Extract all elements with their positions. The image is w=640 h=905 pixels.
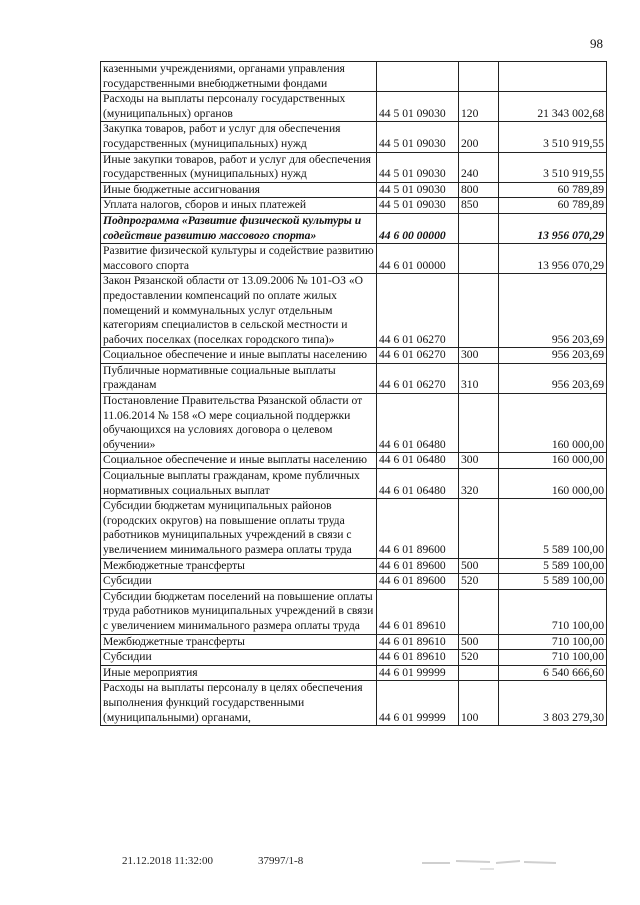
row-amount: 710 100,00	[499, 634, 607, 650]
row-code: 44 6 01 99999	[377, 665, 459, 681]
row-code: 44 5 01 09030	[377, 152, 459, 182]
table-row	[101, 453, 607, 469]
row-code: 44 6 01 06270	[377, 274, 459, 348]
table-row	[101, 122, 607, 152]
page-number: 98	[590, 36, 603, 51]
row-name: Расходы на выплаты персоналу государственных (муниципальных) органов	[101, 92, 377, 122]
row-name: Субсидии бюджетам муниципальных районов (городских округов) на повышение оплаты труда работников муниципальных учреждений в связи с увеличением минимального размера оплаты труда	[101, 499, 377, 558]
row-code: 44 6 00 00000	[377, 213, 459, 243]
row-expense-type: 200	[459, 122, 499, 152]
row-expense-type	[459, 213, 499, 243]
row-expense-type: 100	[459, 681, 499, 726]
row-expense-type: 310	[459, 363, 499, 393]
row-amount: 160 000,00	[499, 453, 607, 469]
row-expense-type: 850	[459, 198, 499, 214]
row-expense-type	[459, 499, 499, 558]
row-code: 44 6 01 89600	[377, 499, 459, 558]
row-name: Расходы на выплаты персоналу в целях обеспечения выполнения функций государственными (муниципальными) органами,	[101, 681, 377, 726]
footer-doc-number: 37997/1-8	[258, 855, 304, 867]
row-amount: 160 000,00	[499, 469, 607, 499]
row-name: Субсидии бюджетам поселений на повышение оплаты труда работников муниципальных учреждений в связи с увеличением минимального размера оплаты труда	[101, 589, 377, 634]
table-row	[101, 665, 607, 681]
row-code: 44 5 01 09030	[377, 182, 459, 198]
watermark-scribble-icon	[420, 853, 560, 875]
row-expense-type: 320	[459, 469, 499, 499]
row-expense-type	[459, 589, 499, 634]
row-code: 44 6 01 06270	[377, 348, 459, 364]
row-expense-type	[459, 244, 499, 274]
row-amount: 956 203,69	[499, 274, 607, 348]
row-code: 44 6 01 06480	[377, 453, 459, 469]
row-name: Субсидии	[101, 650, 377, 666]
row-name: Межбюджетные трансферты	[101, 634, 377, 650]
table-row	[101, 244, 607, 274]
row-amount: 3 510 919,55	[499, 152, 607, 182]
row-amount	[499, 62, 607, 92]
table-row	[101, 182, 607, 198]
table-row	[101, 574, 607, 590]
row-name: Уплата налогов, сборов и иных платежей	[101, 198, 377, 214]
row-code: 44 5 01 09030	[377, 92, 459, 122]
row-expense-type: 120	[459, 92, 499, 122]
table-row	[101, 681, 607, 726]
row-expense-type: 520	[459, 574, 499, 590]
row-expense-type: 300	[459, 453, 499, 469]
row-expense-type: 800	[459, 182, 499, 198]
row-amount: 60 789,89	[499, 198, 607, 214]
row-expense-type	[459, 394, 499, 453]
row-name: Социальное обеспечение и иные выплаты населению	[101, 348, 377, 364]
table-row	[101, 198, 607, 214]
budget-table	[100, 61, 607, 726]
row-code: 44 5 01 09030	[377, 198, 459, 214]
row-amount: 5 589 100,00	[499, 499, 607, 558]
row-code: 44 6 01 06480	[377, 469, 459, 499]
row-code: 44 6 01 06270	[377, 363, 459, 393]
row-name: Постановление Правительства Рязанской области от 11.06.2014 № 158 «О мере социальной поддержки обучающихся на условиях договора о целевом обучении»	[101, 394, 377, 453]
row-code: 44 5 01 09030	[377, 122, 459, 152]
row-amount: 3 510 919,55	[499, 122, 607, 152]
row-name: Субсидии	[101, 574, 377, 590]
footer-watermark	[420, 853, 560, 875]
row-amount: 21 343 002,68	[499, 92, 607, 122]
row-amount: 710 100,00	[499, 650, 607, 666]
row-expense-type: 240	[459, 152, 499, 182]
row-amount: 956 203,69	[499, 363, 607, 393]
row-name: Развитие физической культуры и содействие развитию массового спорта	[101, 244, 377, 274]
table-row	[101, 213, 607, 243]
row-expense-type: 300	[459, 348, 499, 364]
row-amount: 60 789,89	[499, 182, 607, 198]
row-expense-type	[459, 665, 499, 681]
row-amount: 13 956 070,29	[499, 213, 607, 243]
row-amount: 160 000,00	[499, 394, 607, 453]
row-name: Подпрограмма «Развитие физической культуры и содействие развитию массового спорта»	[101, 213, 377, 243]
row-amount: 5 589 100,00	[499, 558, 607, 574]
table-row	[101, 363, 607, 393]
row-name: Межбюджетные трансферты	[101, 558, 377, 574]
row-expense-type: 500	[459, 558, 499, 574]
table-row	[101, 394, 607, 453]
budget-table-body	[101, 62, 607, 726]
row-code: 44 6 01 89600	[377, 574, 459, 590]
row-amount: 5 589 100,00	[499, 574, 607, 590]
row-code: 44 6 01 89610	[377, 589, 459, 634]
row-code: 44 6 01 06480	[377, 394, 459, 453]
table-row	[101, 152, 607, 182]
row-amount: 3 803 279,30	[499, 681, 607, 726]
row-name: казенными учреждениями, органами управления государственными внебюджетными фондами	[101, 62, 377, 92]
table-row	[101, 558, 607, 574]
row-code: 44 6 01 00000	[377, 244, 459, 274]
row-name: Публичные нормативные социальные выплаты гражданам	[101, 363, 377, 393]
table-row	[101, 589, 607, 634]
table-row	[101, 469, 607, 499]
row-name: Закупка товаров, работ и услуг для обеспечения государственных (муниципальных) нужд	[101, 122, 377, 152]
table-row	[101, 499, 607, 558]
row-expense-type	[459, 274, 499, 348]
row-code: 44 6 01 89610	[377, 634, 459, 650]
row-code: 44 6 01 89600	[377, 558, 459, 574]
row-amount: 6 540 666,60	[499, 665, 607, 681]
table-row	[101, 348, 607, 364]
row-amount: 956 203,69	[499, 348, 607, 364]
row-name: Закон Рязанской области от 13.09.2006 № 101-ОЗ «О предоставлении компенсаций по оплате жилых помещений и коммунальных услуг отдельным категориям специалистов в сельской местности и рабочих поселках (поселках городского типа)»	[101, 274, 377, 348]
table-row	[101, 650, 607, 666]
row-name: Социальное обеспечение и иные выплаты населению	[101, 453, 377, 469]
row-name: Иные закупки товаров, работ и услуг для обеспечения государственных (муниципальных) нужд	[101, 152, 377, 182]
row-name: Иные бюджетные ассигнования	[101, 182, 377, 198]
row-expense-type	[459, 62, 499, 92]
row-amount: 13 956 070,29	[499, 244, 607, 274]
table-row	[101, 274, 607, 348]
table-row	[101, 634, 607, 650]
row-amount: 710 100,00	[499, 589, 607, 634]
footer-datetime: 21.12.2018 11:32:00	[122, 855, 213, 867]
row-name: Социальные выплаты гражданам, кроме публичных нормативных социальных выплат	[101, 469, 377, 499]
row-expense-type: 500	[459, 634, 499, 650]
table-row	[101, 62, 607, 92]
row-name: Иные мероприятия	[101, 665, 377, 681]
row-expense-type: 520	[459, 650, 499, 666]
row-code: 44 6 01 99999	[377, 681, 459, 726]
row-code: 44 6 01 89610	[377, 650, 459, 666]
row-code	[377, 62, 459, 92]
table-row	[101, 92, 607, 122]
